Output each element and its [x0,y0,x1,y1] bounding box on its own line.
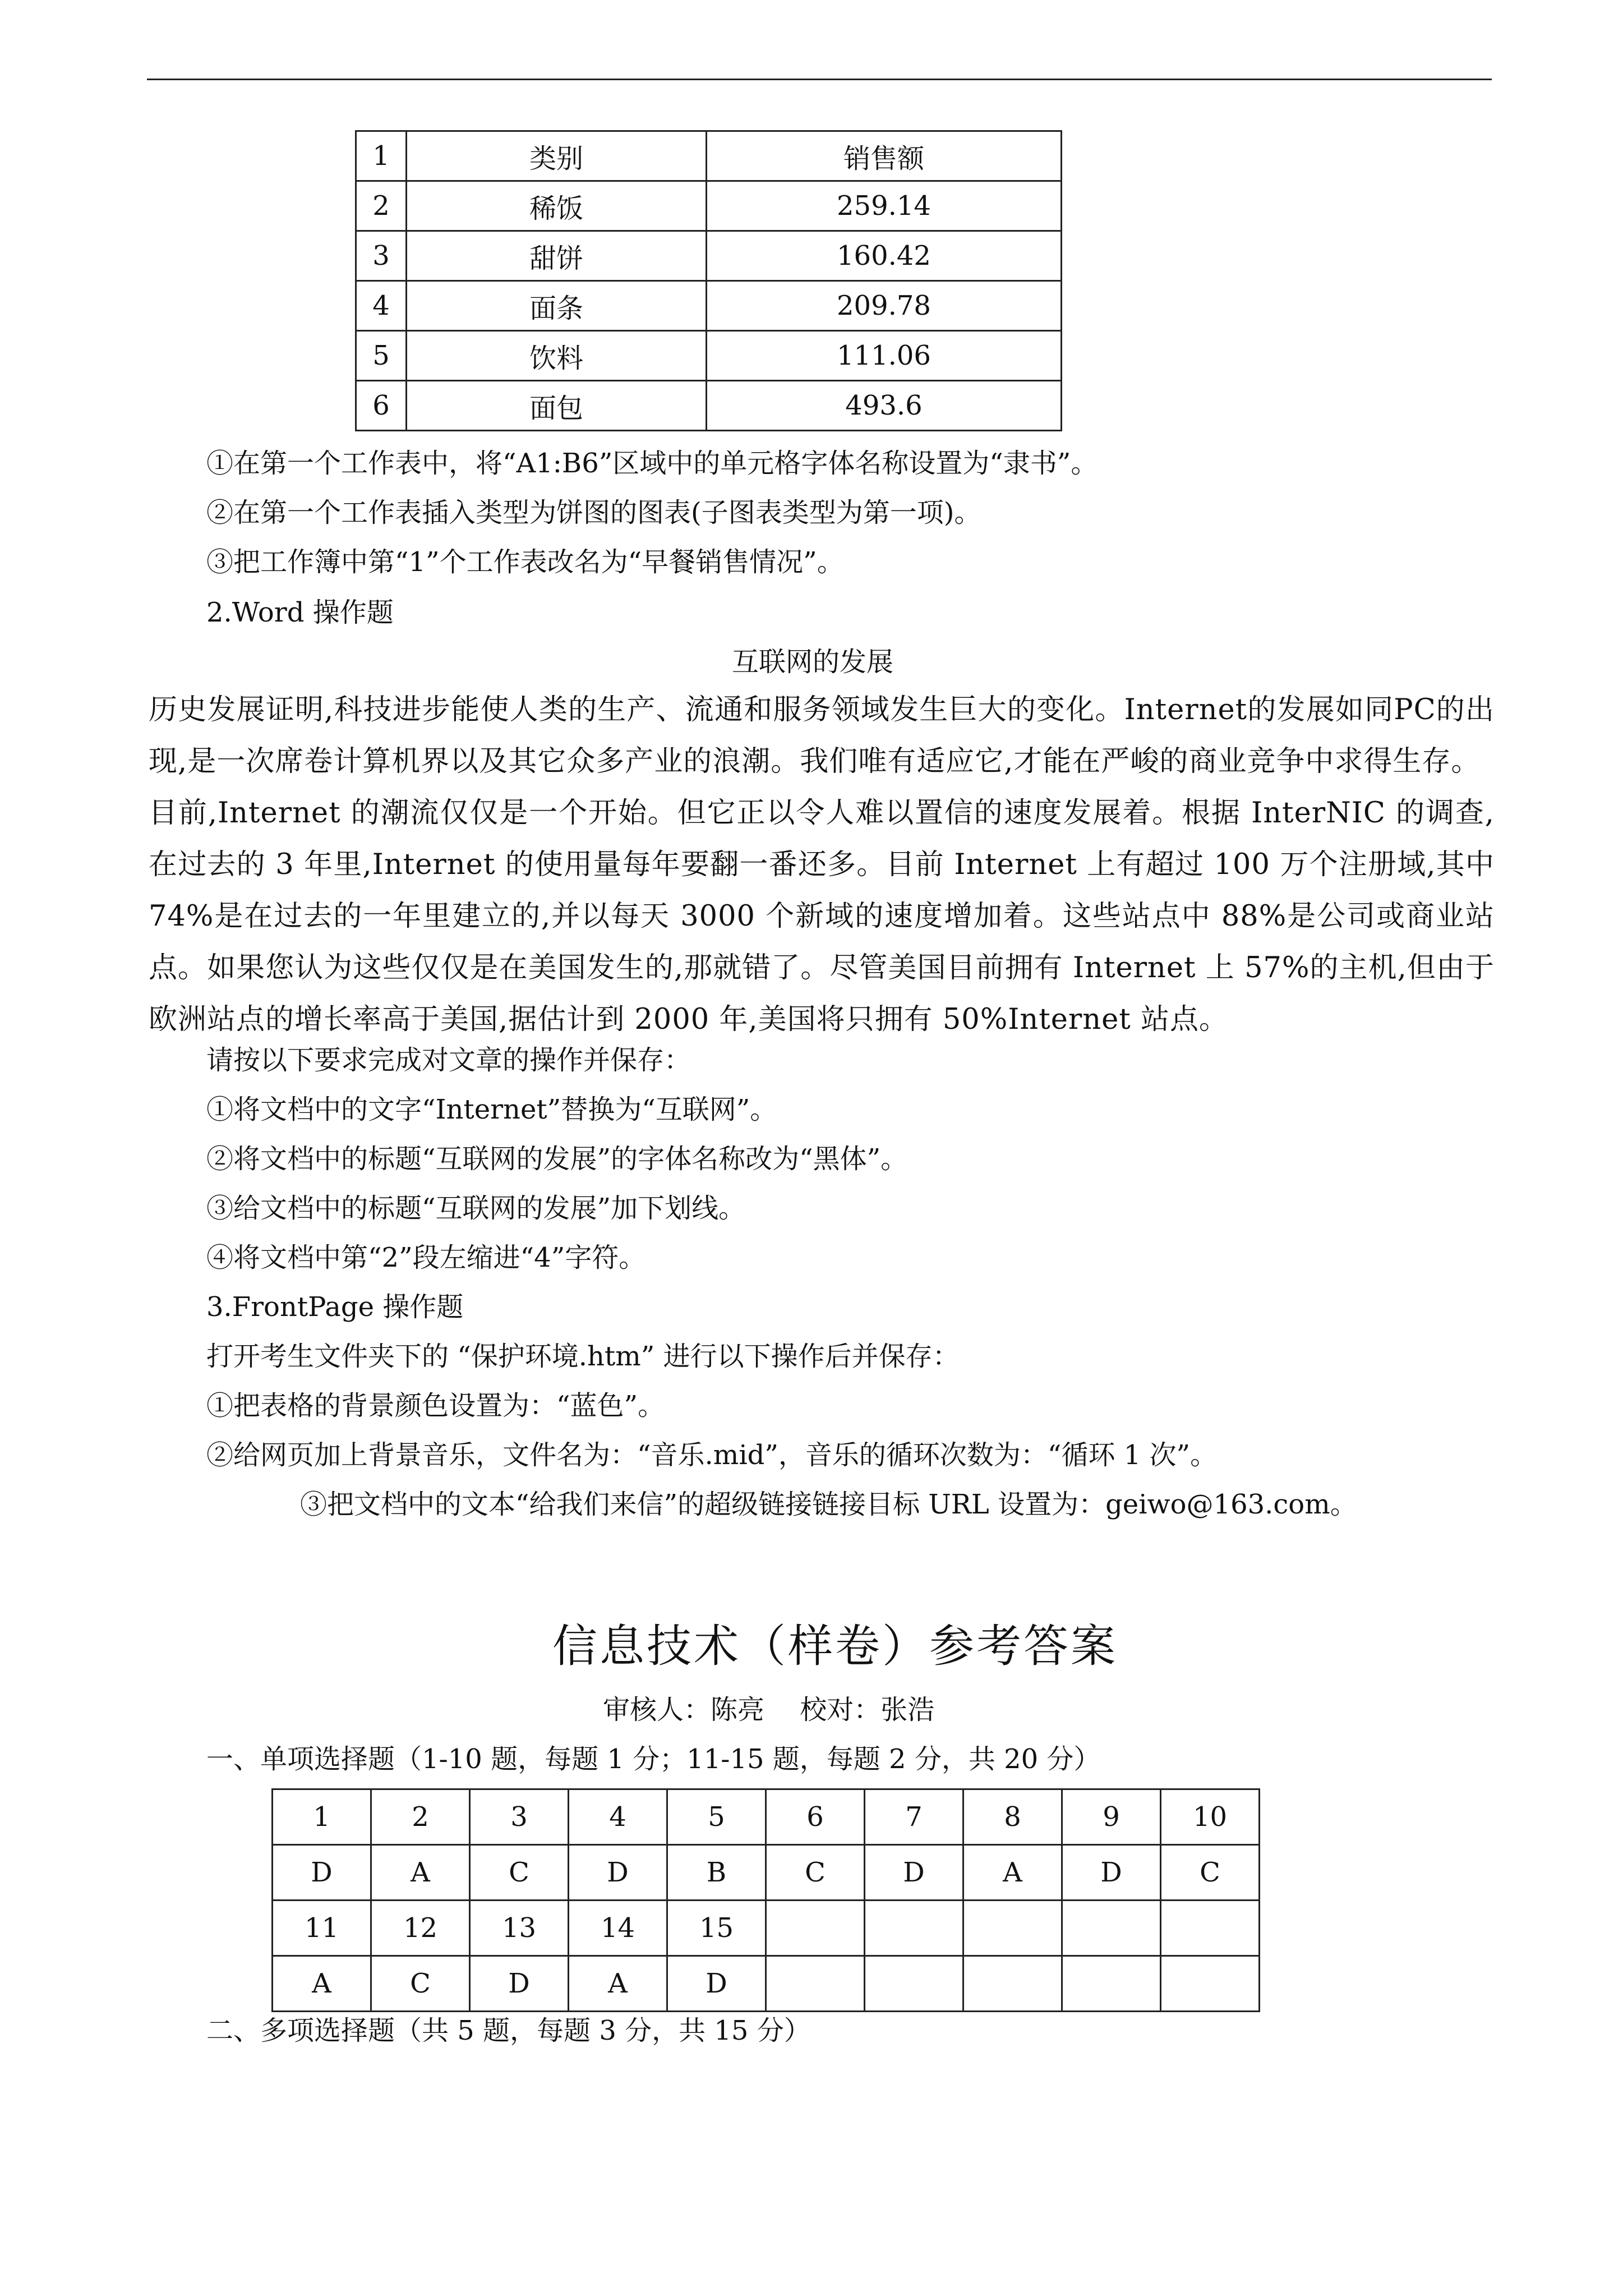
sales-table [355,130,1062,431]
table-cell: 3 [470,1789,569,1845]
table-cell: D [273,1845,371,1901]
article-paragraph-1: 历史发展证明,科技进步能使人类的生产、流通和服务领域发生巨大的变化。Internet的发展如同PC的出现,是一次席卷计算机界以及其它众多产业的浪潮。我们唯有适应它,才能在严峻的商业竞争中求得生存。 [149,693,1495,778]
sales-table-row [356,131,1062,181]
article-title: 互联网的发展 [732,646,894,678]
table-cell: 13 [470,1901,569,1956]
table-cell: 15 [667,1901,766,1956]
word-task-1: ①将文档中的文字“Internet”替换为“互联网”。 [206,1094,777,1125]
table-cell: D [667,1956,766,2012]
table-cell: 6 [356,381,407,431]
table-cell: D [470,1956,569,2012]
table-cell [766,1901,865,1956]
excel-task-3: ③把工作簿中第“1”个工作表改名为“早餐销售情况”。 [206,546,844,578]
table-cell: A [371,1845,470,1901]
table-cell: C [1161,1845,1260,1901]
table-cell [1161,1956,1260,2012]
table-cell: C [371,1956,470,2012]
table-cell: 4 [569,1789,667,1845]
table-cell [1062,1901,1161,1956]
table-cell: 1 [356,131,407,181]
table-cell: C [470,1845,569,1901]
excel-task-1: ①在第一个工作表中，将“A1:B6”区域中的单元格字体名称设置为“隶书”。 [206,448,1098,479]
table-cell: 5 [356,331,407,381]
table-cell: 2 [371,1789,470,1845]
word-task-3: ③给文档中的标题“互联网的发展”加下划线。 [206,1193,746,1224]
word-task-4: ④将文档中第“2”段左缩进“4”字符。 [206,1242,646,1273]
sales-table-body [356,131,1062,431]
answer-table-row [273,1845,1260,1901]
table-cell: D [1062,1845,1161,1901]
article-paragraph-2: 目前,Internet 的潮流仅仅是一个开始。但它正以令人难以置信的速度发展着。根据 InterNIC 的调查,在过去的 3 年里,Internet 的使用量每年要翻一番还多。目前 Internet 上有超过 100 万个注册域,其中 74%是在过去的一年里建立的,并以每天 3000 个新域的速度增加着。这些站点中 88%是公司或商业站点。如果您认为这些仅仅是在美国发生的,那就错了。尽管美国目前拥有 Internet 上 57%的主机,但由于欧洲站点的增长率高于美国,据估计到 2000 年,美国将只拥有 50%Internet 站点。 [149,797,1495,1036]
table-cell: D [865,1845,963,1901]
table-cell: 面包 [407,381,707,431]
sales-table-row [356,231,1062,281]
table-cell: A [963,1845,1062,1901]
answer-table-row [273,1901,1260,1956]
table-cell: 209.78 [707,281,1062,331]
table-cell [766,1956,865,2012]
section1-heading: 一、单项选择题（1-10 题，每题 1 分；11-15 题，每题 2 分，共 20 分） [206,1743,1101,1775]
table-cell: 493.6 [707,381,1062,431]
table-cell: 111.06 [707,331,1062,381]
table-cell: D [569,1845,667,1901]
frontpage-section-heading: 3.FrontPage 操作题 [206,1291,464,1323]
table-cell: 6 [766,1789,865,1845]
answer-table-row [273,1956,1260,2012]
word-task-2: ②将文档中的标题“互联网的发展”的字体名称改为“黑体”。 [206,1143,908,1175]
table-cell [1062,1956,1161,2012]
table-cell: 11 [273,1901,371,1956]
table-cell: 2 [356,181,407,231]
excel-task-2: ②在第一个工作表插入类型为饼图的图表(子图表类型为第一项)。 [206,497,981,528]
table-cell: A [273,1956,371,2012]
table-cell: 销售额 [707,131,1062,181]
table-cell: 7 [865,1789,963,1845]
frontpage-task-1: ①把表格的背景颜色设置为：“蓝色”。 [206,1390,665,1421]
table-cell [963,1956,1062,2012]
sales-table-row [356,381,1062,431]
answer-table [271,1788,1260,2012]
table-cell: 1 [273,1789,371,1845]
table-cell: 12 [371,1901,470,1956]
answer-key-title: 信息技术（样卷）参考答案 [552,1620,1118,1672]
table-cell: 9 [1062,1789,1161,1845]
header-rule [147,79,1492,80]
frontpage-task-3: ③把文档中的文本“给我们来信”的超级链接链接目标 URL 设置为：geiwo@163.com。 [300,1489,1357,1520]
table-cell: 5 [667,1789,766,1845]
frontpage-task-2: ②给网页加上背景音乐，文件名为：“音乐.mid”，音乐的循环次数为：“循环 1 次”。 [206,1439,1218,1471]
table-cell: A [569,1956,667,2012]
answer-key-reviewers: 审核人：陈亮 校对：张浩 [603,1694,935,1726]
table-cell [963,1901,1062,1956]
table-cell: 4 [356,281,407,331]
table-cell: 14 [569,1901,667,1956]
table-cell [1161,1901,1260,1956]
section2-heading: 二、多项选择题（共 5 题，每题 3 分，共 15 分） [206,2015,811,2046]
table-cell: 160.42 [707,231,1062,281]
table-cell: 甜饼 [407,231,707,281]
table-cell: 饮料 [407,331,707,381]
frontpage-instruction: 打开考生文件夹下的 “保护环境.htm” 进行以下操作后并保存： [206,1341,960,1372]
table-cell: 类别 [407,131,707,181]
table-cell: 面条 [407,281,707,331]
answer-table-body [273,1789,1260,2012]
word-section-heading: 2.Word 操作题 [206,597,394,628]
answer-table-row [273,1789,1260,1845]
word-instruction: 请按以下要求完成对文章的操作并保存： [206,1045,691,1076]
table-cell: 8 [963,1789,1062,1845]
table-cell: 稀饭 [407,181,707,231]
sales-table-row [356,181,1062,231]
table-cell: 10 [1161,1789,1260,1845]
table-cell: 259.14 [707,181,1062,231]
table-cell [865,1901,963,1956]
sales-table-row [356,281,1062,331]
table-cell [865,1956,963,2012]
table-cell: C [766,1845,865,1901]
table-cell: 3 [356,231,407,281]
sales-table-row [356,331,1062,381]
table-cell: B [667,1845,766,1901]
